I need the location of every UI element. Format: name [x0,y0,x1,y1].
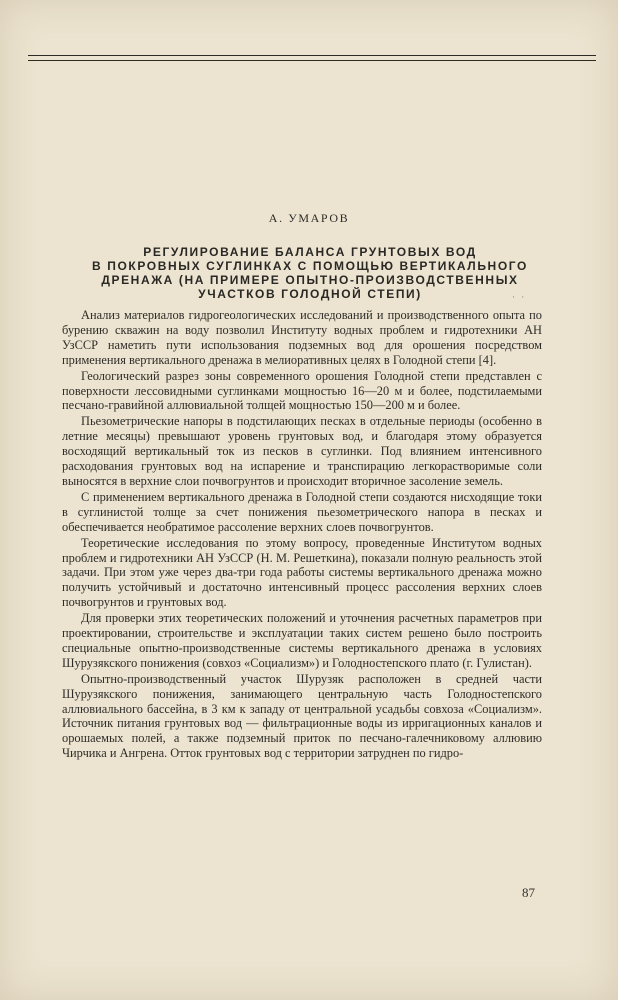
article-author: А. УМАРОВ [268,211,350,225]
page-number: 87 [522,885,535,900]
title-line: В ПОКРОВНЫХ СУГЛИНКАХ С ПОМОЩЬЮ ВЕРТИКАЛЬНОГО [92,259,528,273]
print-speck: · · [512,292,527,302]
body-paragraph: Геологический разрез зоны современного орошения Голодной степи представлен с поверхности лессовидными суглинками мощностью 16—20 м и более, подстилаемыми песчано-гравийной аллювиальной толщей мощностью 150—200 м и более. [62,368,542,413]
body-paragraph: Теоретические исследования по этому вопросу, проведенные Институтом водных проблем и гидротехники АН УзССР (Н. М. Решеткина), показали полную реальность этой задачи. При этом уже через два-три года работы системы вертикального дренажа можно получить устойчивый и достаточно интенсивный процесс рассоления верхних слоев почвогрунтов и грунтовых вод. [62,535,542,610]
article-body [62,308,542,762]
title-line: ДРЕНАЖА (НА ПРИМЕРЕ ОПЫТНО-ПРОИЗВОДСТВЕННЫХ [101,273,519,287]
body-paragraph: Пьезометрические напоры в подстилающих песках в отдельные периоды (особенно в летние месяцы) превышают уровень грунтовых вод, и благодаря этому образуется восходящий вертикальный ток из песков в суглинки. Под влиянием интенсивного расходования грунтовых вод на испарение и транспирацию легкорастворимые соли выносятся в верхние слои почвогрунтов и происходит вторичное засоление земель. [62,414,542,488]
header-rule-thin [28,60,596,61]
body-paragraph: Анализ материалов гидрогеологических исследований и производственного опыта по бурению скважин на воду позволил Институту водных проблем и гидротехники АН УзССР наметить пути использования подземных вод для орошения посредством применения вертикального дренажа в мелиоративных целях в Голодной степи [4]. [62,308,542,367]
header-rule-thick [28,55,596,56]
article-title [60,245,560,301]
body-paragraph: Для проверки этих теоретических положений и уточнения расчетных параметров при проектировании, строительстве и эксплуатации таких систем решено было построить специальные опытно-производственные системы вертикального дренажа в условиях Шурузякского понижения (совхоз «Социализм») и Голодностепского плато (г. Гулистан). [62,611,542,670]
title-line: УЧАСТКОВ ГОЛОДНОЙ СТЕПИ) [198,287,422,301]
title-line: РЕГУЛИРОВАНИЕ БАЛАНСА ГРУНТОВЫХ ВОД [143,245,477,259]
body-paragraph: Опытно-производственный участок Шурузяк расположен в средней части Шурузякского понижения, занимающего центральную часть Голодностепского аллювиального бассейна, в 3 км к западу от центральной усадьбы совхоза «Социализм». Источник питания грунтовых вод — фильтрационные воды из ирригационных каналов и орошаемых полей, а также подземный приток по песчано-галечниковому аллювию Чирчика и Ангрена. Отток грунтовых вод с территории затруднен по гидро- [62,671,542,761]
body-paragraph: С применением вертикального дренажа в Голодной степи создаются нисходящие токи в суглинистой толще за счет понижения пьезометрического напора в песках и обеспечивается необратимое рассоление верхних слоев почвогрунтов. [62,489,542,534]
